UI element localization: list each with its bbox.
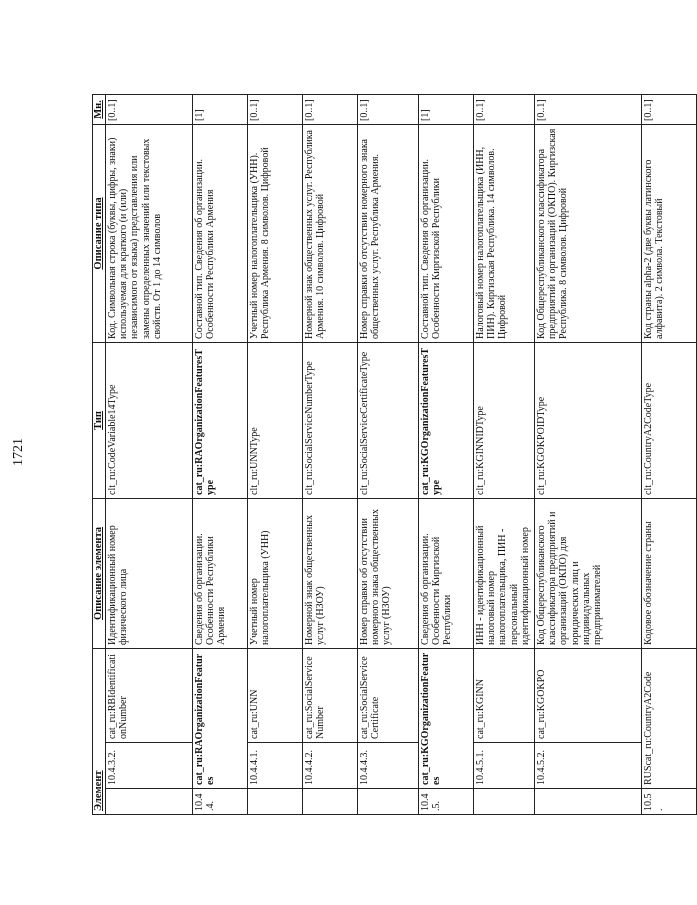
- table-row: [642, 94, 697, 814]
- row-type-description: Номер справки об отсутствии номерного знака общественных услуг. Республика Армения.: [358, 124, 419, 342]
- row-index: [358, 789, 419, 815]
- row-index: 10.4.5.: [419, 789, 474, 815]
- header-description: Описание элемента: [93, 498, 106, 648]
- table-header-row: [93, 94, 106, 814]
- table-row: [248, 94, 303, 814]
- row-sub-index: 10.4.4.2.: [303, 743, 358, 789]
- row-type: cat_ru:KGOrganizationFeaturesType: [419, 342, 474, 498]
- row-description: Идентификационный номер физического лица: [106, 498, 193, 648]
- table-row: [535, 94, 642, 814]
- row-element: RUScat_ru:CountryA2Code: [642, 648, 697, 788]
- row-sub-index: 10.4.4.1.: [248, 743, 303, 789]
- row-description: ИНН - идентификационный налоговый номер налогоплательщика, ПИН - персональный идентификационный номер: [474, 498, 535, 648]
- row-element: cat_ru:SocialServiceCertificate: [358, 648, 419, 742]
- row-description: Код Общереспубликанского классификатора предприятий и организаций (ОКПО) для юридических лиц и индивидуальных предпринимателей: [535, 498, 642, 648]
- spec-table-rotated: [92, 95, 666, 815]
- row-sub-index: 10.4.5.2.: [535, 743, 642, 789]
- row-element: cat_ru:KGOrganizationFeatures: [419, 648, 474, 788]
- row-type: clt_ru:KGOKPOIDType: [535, 342, 642, 498]
- row-type-description: Код. Символьная строка (буквы, цифры, знаки) используемая для краткого (и (или) независимого от языка) представления или замены определенных значений или текстовых свойств. От 1 до 14 символов: [106, 124, 193, 342]
- header-type: Тип: [93, 342, 106, 498]
- row-index: [106, 789, 193, 815]
- row-multiplicity: [0..1]: [248, 94, 303, 124]
- row-description: Учетный номер налогоплательщика (УНН): [248, 498, 303, 648]
- row-index: 10.4.4.: [193, 789, 248, 815]
- header-element: Элемент: [93, 648, 106, 814]
- row-multiplicity: [0..1]: [358, 94, 419, 124]
- table-row: [106, 94, 193, 814]
- row-multiplicity: [1]: [419, 94, 474, 124]
- row-type-description: Номерной знак общественных услуг. Республика Армения. 10 символов. Цифровой: [303, 124, 358, 342]
- row-index: 10.5.: [642, 789, 697, 815]
- row-type: clt_ru:SocialServiceNumberType: [303, 342, 358, 498]
- row-index: [535, 789, 642, 815]
- header-multiplicity: Мн.: [93, 94, 106, 124]
- header-type-description: Описание типа: [93, 124, 106, 342]
- row-type: clt_ru:SocialServiceCertificateType: [358, 342, 419, 498]
- row-element: cat_ru:KGINN: [474, 648, 535, 742]
- row-index: [248, 789, 303, 815]
- row-type-description: Код страны alpha-2 (две буквы латинского алфавита). 2 символа. Текстовый: [642, 124, 697, 342]
- row-type: clt_ru:KGINNIDType: [474, 342, 535, 498]
- row-sub-index: 10.4.3.2.: [106, 743, 193, 789]
- row-multiplicity: [0..1]: [303, 94, 358, 124]
- row-element: cat_ru:RAOrganizationFeatures: [193, 648, 248, 788]
- table-row: [303, 94, 358, 814]
- row-element: cat_ru:RBIdentificationNumber: [106, 648, 193, 742]
- row-multiplicity: [0..1]: [535, 94, 642, 124]
- row-index: [474, 789, 535, 815]
- row-element: cat_ru:KGOKPO: [535, 648, 642, 742]
- page-number: 1721: [11, 438, 26, 466]
- row-type-description: Налоговый номер налогоплательщика (ИНН, ПИН). Киргизская Республика. 14 символов. Цифровой: [474, 124, 535, 342]
- row-sub-index: 10.4.4.3.: [358, 743, 419, 789]
- row-type: clt_ru:UNNType: [248, 342, 303, 498]
- row-description: Кодовое обозначение страны: [642, 498, 697, 648]
- row-type: clt_ru:CountryA2CodeType: [642, 342, 697, 498]
- row-description: Сведения об организации. Особенности Киргизской Республики: [419, 498, 474, 648]
- row-type-description: Учетный номер налогоплательщика (УНН). Республика Армения. 8 символов. Цифровой: [248, 124, 303, 342]
- row-element: cat_ru:UNN: [248, 648, 303, 742]
- row-type-description: Составной тип. Сведения об организации. Особенности Республики Армения: [193, 124, 248, 342]
- element-spec-table: [92, 94, 697, 815]
- row-multiplicity: [0..1]: [106, 94, 193, 124]
- row-description: Сведения об организации. Особенности Республики Армения: [193, 498, 248, 648]
- row-index: [303, 789, 358, 815]
- table-row: [193, 94, 248, 814]
- row-description: Номер справки об отсутствии номерного знака общественных услуг (НЗОУ): [358, 498, 419, 648]
- row-type: clt_ru:CodeVariable14Type: [106, 342, 193, 498]
- row-multiplicity: [1]: [193, 94, 248, 124]
- table-row: [358, 94, 419, 814]
- table-row: [419, 94, 474, 814]
- row-multiplicity: [0..1]: [642, 94, 697, 124]
- row-type: cat_ru:RAOrganizationFeaturesType: [193, 342, 248, 498]
- row-type-description: Составной тип. Сведения об организации. Особенности Киргизской Республики: [419, 124, 474, 342]
- row-sub-index: 10.4.5.1.: [474, 743, 535, 789]
- row-element: cat_ru:SocialServiceNumber: [303, 648, 358, 742]
- row-multiplicity: [0..1]: [474, 94, 535, 124]
- table-row: [474, 94, 535, 814]
- row-type-description: Код Общереспубликанского классификатора предприятий и организаций (ОКПО). Киргизская Республика. 8 символов. Цифровой: [535, 124, 642, 342]
- row-description: Номерной знак общественных услуг (НЗОУ): [303, 498, 358, 648]
